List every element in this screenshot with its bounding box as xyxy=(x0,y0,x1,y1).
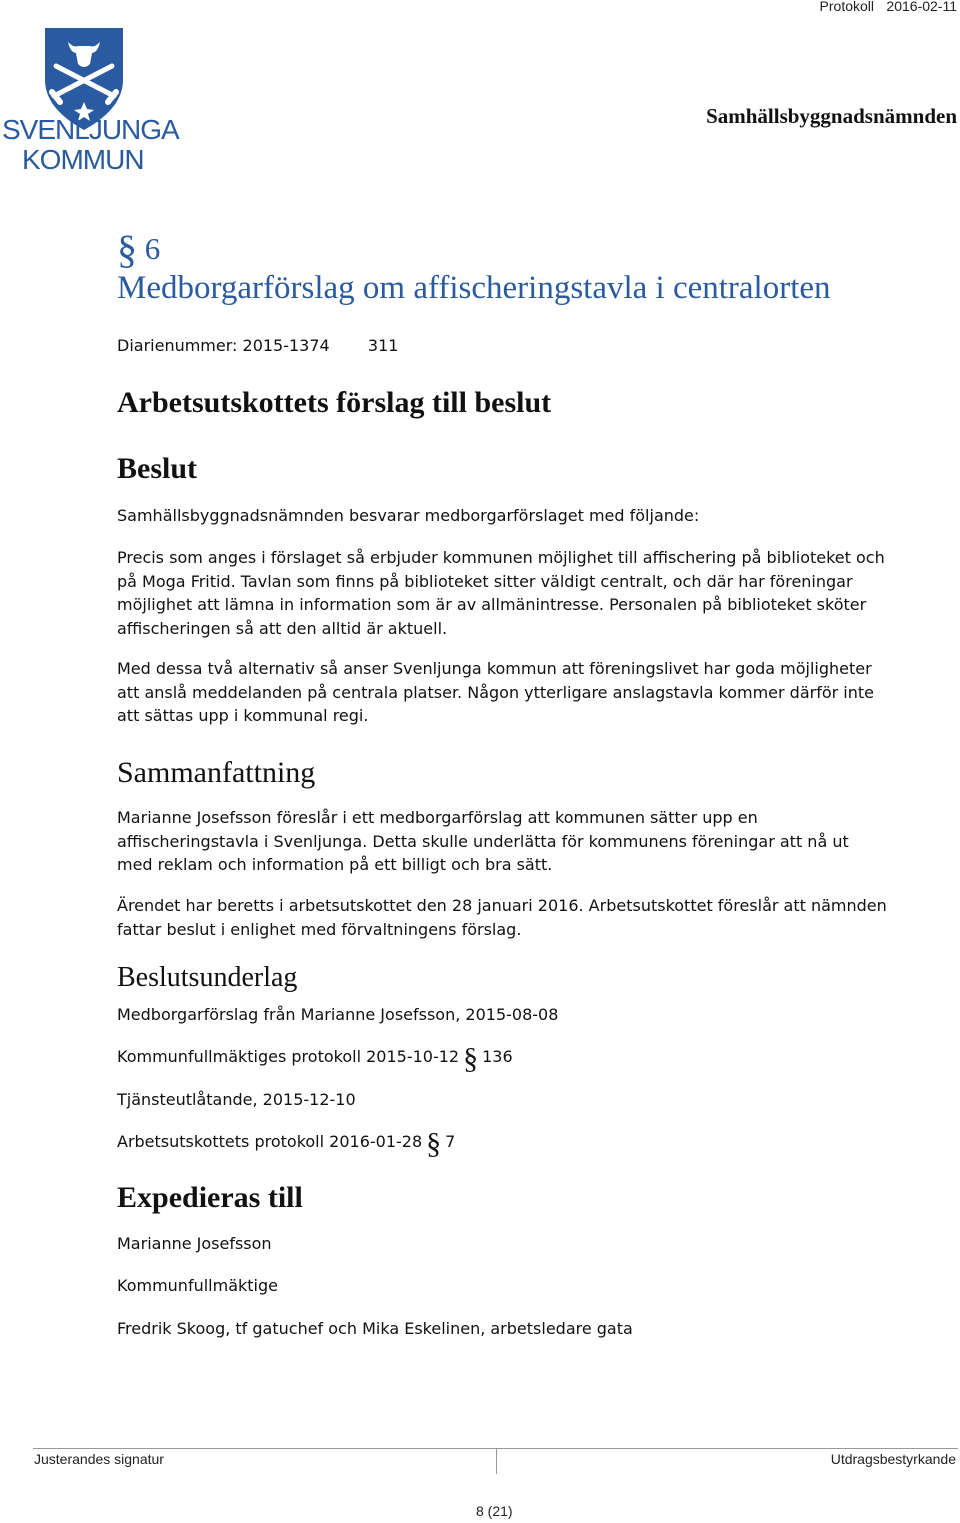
logo-line-2: KOMMUN xyxy=(22,144,144,175)
diarienummer-label: Diarienummer: 2015-1374 xyxy=(117,336,330,355)
page-number: 8 (21) xyxy=(476,1503,513,1519)
diarienummer-code: 311 xyxy=(367,336,399,355)
section-symbol: § xyxy=(117,227,137,272)
section-symbol: § xyxy=(463,1042,479,1075)
footer-certification-label: Utdragsbestyrkande xyxy=(830,1451,956,1467)
paragraph-number xyxy=(117,226,160,273)
dispatch-item: Fredrik Skoog, tf gatuchef och Mika Eskelinen, arbetsledare gata xyxy=(117,1319,633,1338)
basis-heading: Beslutsunderlag xyxy=(117,962,298,993)
dispatch-heading: Expedieras till xyxy=(117,1181,303,1214)
municipality-logo xyxy=(2,22,179,175)
summary-paragraph-1: Marianne Josefsson föreslår i ett medborgarförslag att kommunen sätter upp en affischeringstavla i Svenljunga. Detta skulle underlätta för kommunens föreningar att nå ut med reklam och information på ett billigt och bra sätt. xyxy=(117,808,849,874)
dispatch-item: Kommunfullmäktige xyxy=(117,1276,278,1295)
decision-intro: Samhällsbyggnadsnämnden besvarar medborgarförslaget med följande: xyxy=(117,506,700,525)
basis-item xyxy=(117,1042,513,1075)
summary-paragraph-2: Ärendet har beretts i arbetsutskottet den 28 januari 2016. Arbetsutskottet föreslår att nämnden fattar beslut i enlighet med förvaltningens förslag. xyxy=(117,896,887,939)
footer-separator xyxy=(496,1448,497,1474)
doc-date: 2016-02-11 xyxy=(886,0,957,14)
basis-item-text: Arbetsutskottets protokoll 2016-01-28 xyxy=(117,1132,423,1151)
basis-item xyxy=(117,1005,558,1024)
decision-heading: Beslut xyxy=(117,452,198,485)
logo-line-1: SVENLJUNGA xyxy=(2,114,179,145)
paragraph-title: Medborgarförslag om affischeringstavla i centralorten xyxy=(117,270,831,306)
basis-item-text: Tjänsteutlåtande, 2015-12-10 xyxy=(117,1090,356,1109)
decision-paragraph-2: Med dessa två alternativ så anser Svenljunga kommun att föreningslivet har goda möjligheter att anslå meddelanden på centrala platser. Någon ytterligare anslagstavla kommer därför inte att sättas upp i kommunal regi. xyxy=(117,659,875,725)
department-name: Samhällsbyggnadsnämnden xyxy=(706,104,957,128)
basis-item-ref: 136 xyxy=(482,1047,513,1066)
paragraph-number-value: 6 xyxy=(144,231,161,266)
doc-type: Protokoll xyxy=(819,0,874,14)
decision-paragraph-1: Precis som anges i förslaget så erbjuder kommunen möjlighet till affischering på biblioteket och på Moga Fritid. Tavlan som finns på biblioteket sitter väldigt centralt, och där har föreningar möjlighet att lämna in information som är av allmänintresse. Personalen på biblioteket sköter affischeringen så att den alltid är aktuell. xyxy=(117,548,885,638)
summary-heading: Sammanfattning xyxy=(117,756,316,789)
section-symbol: § xyxy=(426,1127,442,1160)
basis-item-ref: 7 xyxy=(445,1132,456,1151)
basis-item xyxy=(117,1127,456,1160)
basis-item-text: Kommunfullmäktiges protokoll 2015-10-12 xyxy=(117,1047,460,1066)
dispatch-item: Marianne Josefsson xyxy=(117,1234,272,1253)
footer-signature-label: Justerandes signatur xyxy=(34,1451,164,1467)
basis-item xyxy=(117,1090,356,1109)
basis-item-text: Medborgarförslag från Marianne Josefsson, 2015-08-08 xyxy=(117,1005,559,1024)
proposal-heading: Arbetsutskottets förslag till beslut xyxy=(117,386,552,419)
diarienummer xyxy=(117,336,398,355)
